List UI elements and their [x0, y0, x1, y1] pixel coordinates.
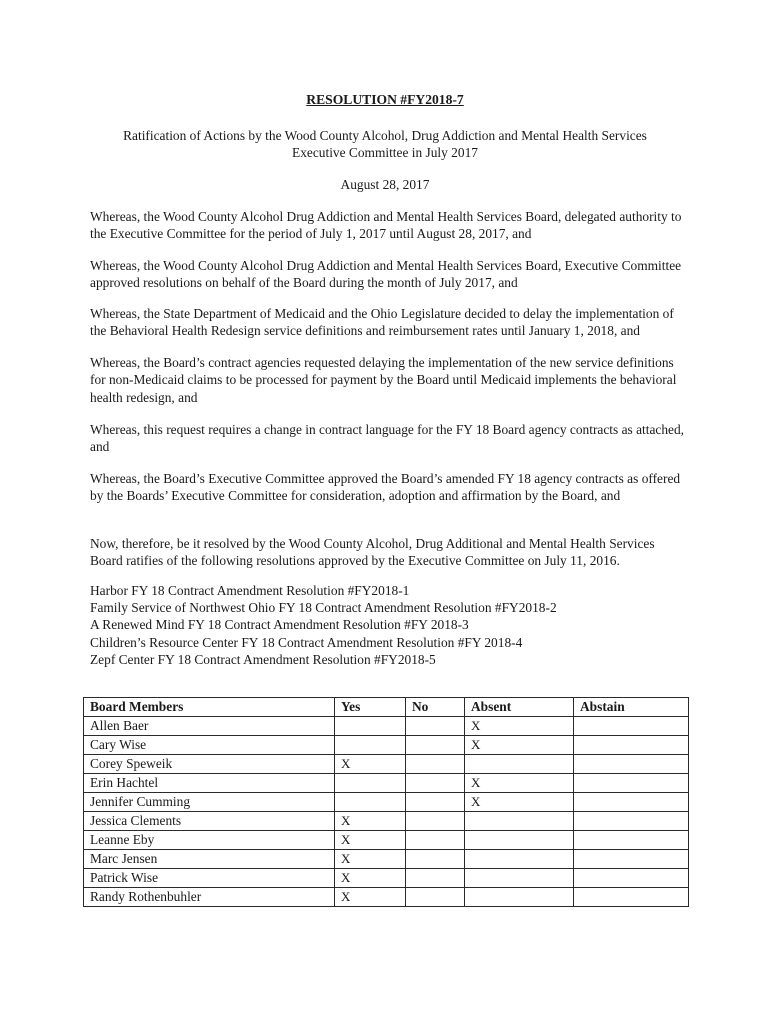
member-name: Leanne Eby: [84, 831, 335, 850]
vote-yes: [335, 736, 406, 755]
vote-absent: [465, 888, 574, 907]
member-name: Jessica Clements: [84, 812, 335, 831]
table-row: [84, 869, 689, 888]
table-row: [84, 755, 689, 774]
vote-no: [406, 793, 465, 812]
vote-no: [406, 888, 465, 907]
vote-abstain: [574, 736, 689, 755]
vote-abstain: [574, 888, 689, 907]
member-name: Allen Baer: [84, 717, 335, 736]
header-yes: Yes: [335, 698, 406, 717]
vote-absent: X: [465, 793, 574, 812]
vote-abstain: [574, 755, 689, 774]
vote-absent: [465, 850, 574, 869]
list-item: Harbor FY 18 Contract Amendment Resolution #FY2018-1: [90, 583, 410, 598]
table-row: [84, 888, 689, 907]
vote-no: [406, 850, 465, 869]
vote-yes: X: [335, 812, 406, 831]
member-name: Erin Hachtel: [84, 774, 335, 793]
member-name: Randy Rothenbuhler: [84, 888, 335, 907]
header-board-members: Board Members: [84, 698, 335, 717]
vote-absent: [465, 869, 574, 888]
vote-abstain: [574, 831, 689, 850]
vote-abstain: [574, 774, 689, 793]
vote-abstain: [574, 717, 689, 736]
vote-no: [406, 831, 465, 850]
vote-absent: X: [465, 717, 574, 736]
vote-yes: [335, 774, 406, 793]
whereas-paragraph-5: Whereas, this request requires a change in contract language for the FY 18 Board agency contracts as attached, and: [90, 422, 685, 455]
table-row: [84, 717, 689, 736]
list-item: Family Service of Northwest Ohio FY 18 Contract Amendment Resolution #FY2018-2: [90, 600, 557, 616]
list-item: Zepf Center FY 18 Contract Amendment Resolution #FY2018-5: [90, 651, 436, 667]
document-subtitle: [60, 127, 710, 161]
member-name: Corey Speweik: [84, 755, 335, 774]
vote-yes: X: [335, 888, 406, 907]
list-item: A Renewed Mind FY 18 Contract Amendment Resolution #FY 2018-3: [90, 617, 469, 633]
vote-abstain: [574, 850, 689, 869]
vote-no: [406, 812, 465, 831]
document-title: RESOLUTION #FY2018-7: [306, 92, 464, 107]
vote-no: [406, 755, 465, 774]
subtitle-line-2: Executive Committee in July 2017: [292, 145, 478, 160]
vote-no: [406, 736, 465, 755]
member-name: Jennifer Cumming: [84, 793, 335, 812]
vote-yes: X: [335, 850, 406, 869]
vote-yes: X: [335, 869, 406, 888]
member-name: Cary Wise: [84, 736, 335, 755]
vote-no: [406, 774, 465, 793]
table-row: [84, 831, 689, 850]
vote-yes: X: [335, 755, 406, 774]
document-date: August 28, 2017: [340, 177, 430, 192]
vote-yes: X: [335, 831, 406, 850]
header-no: No: [406, 698, 465, 717]
header-abstain: Abstain: [574, 698, 689, 717]
resolution-list: [90, 582, 690, 668]
vote-yes: [335, 717, 406, 736]
vote-absent: X: [465, 774, 574, 793]
table-row: [84, 850, 689, 869]
vote-abstain: [574, 869, 689, 888]
vote-absent: [465, 755, 574, 774]
table-row: [84, 812, 689, 831]
vote-yes: [335, 793, 406, 812]
vote-abstain: [574, 793, 689, 812]
table-header-row: [84, 698, 689, 717]
vote-no: [406, 869, 465, 888]
whereas-paragraph-6: Whereas, the Board’s Executive Committee approved the Board’s amended FY 18 agency contracts as offered by the Boards’ Executive Committee for consideration, adoption and affirmation by the Board, and: [90, 471, 681, 504]
vote-abstain: [574, 812, 689, 831]
whereas-paragraph-4: Whereas, the Board’s contract agencies requested delaying the implementation of the new service definitions for non-Medicaid claims to be processed for payment by the Board until Medicaid implements the behavioral health redesign, and: [90, 355, 677, 405]
vote-absent: [465, 831, 574, 850]
whereas-paragraph-2: Whereas, the Wood County Alcohol Drug Addiction and Mental Health Services Board, Executive Committee approved resolutions on behalf of the Board during the month of July 2017, and: [90, 258, 682, 291]
list-item: Children’s Resource Center FY 18 Contract Amendment Resolution #FY 2018-4: [90, 634, 523, 650]
whereas-paragraph-3: Whereas, the State Department of Medicaid and the Ohio Legislature decided to delay the implementation of the Behavioral Health Redesign service definitions and reimbursement rates until January 1, 2018, and: [90, 306, 674, 339]
table-row: [84, 793, 689, 812]
table-row: [84, 774, 689, 793]
whereas-paragraph-1: Whereas, the Wood County Alcohol Drug Addiction and Mental Health Services Board, delegated authority to the Executive Committee for the period of July 1, 2017 until August 28, 2017, and: [90, 209, 682, 242]
resolved-paragraph: Now, therefore, be it resolved by the Wood County Alcohol, Drug Additional and Mental Health Services Board ratifies of the following resolutions approved by the Executive Committee on July 11, 2016.: [90, 536, 655, 569]
member-name: Marc Jensen: [84, 850, 335, 869]
table-row: [84, 736, 689, 755]
vote-absent: [465, 812, 574, 831]
vote-absent: X: [465, 736, 574, 755]
vote-table: [83, 697, 689, 907]
member-name: Patrick Wise: [84, 869, 335, 888]
subtitle-line-1: Ratification of Actions by the Wood County Alcohol, Drug Addiction and Mental Health Services: [123, 128, 647, 143]
header-absent: Absent: [465, 698, 574, 717]
vote-no: [406, 717, 465, 736]
